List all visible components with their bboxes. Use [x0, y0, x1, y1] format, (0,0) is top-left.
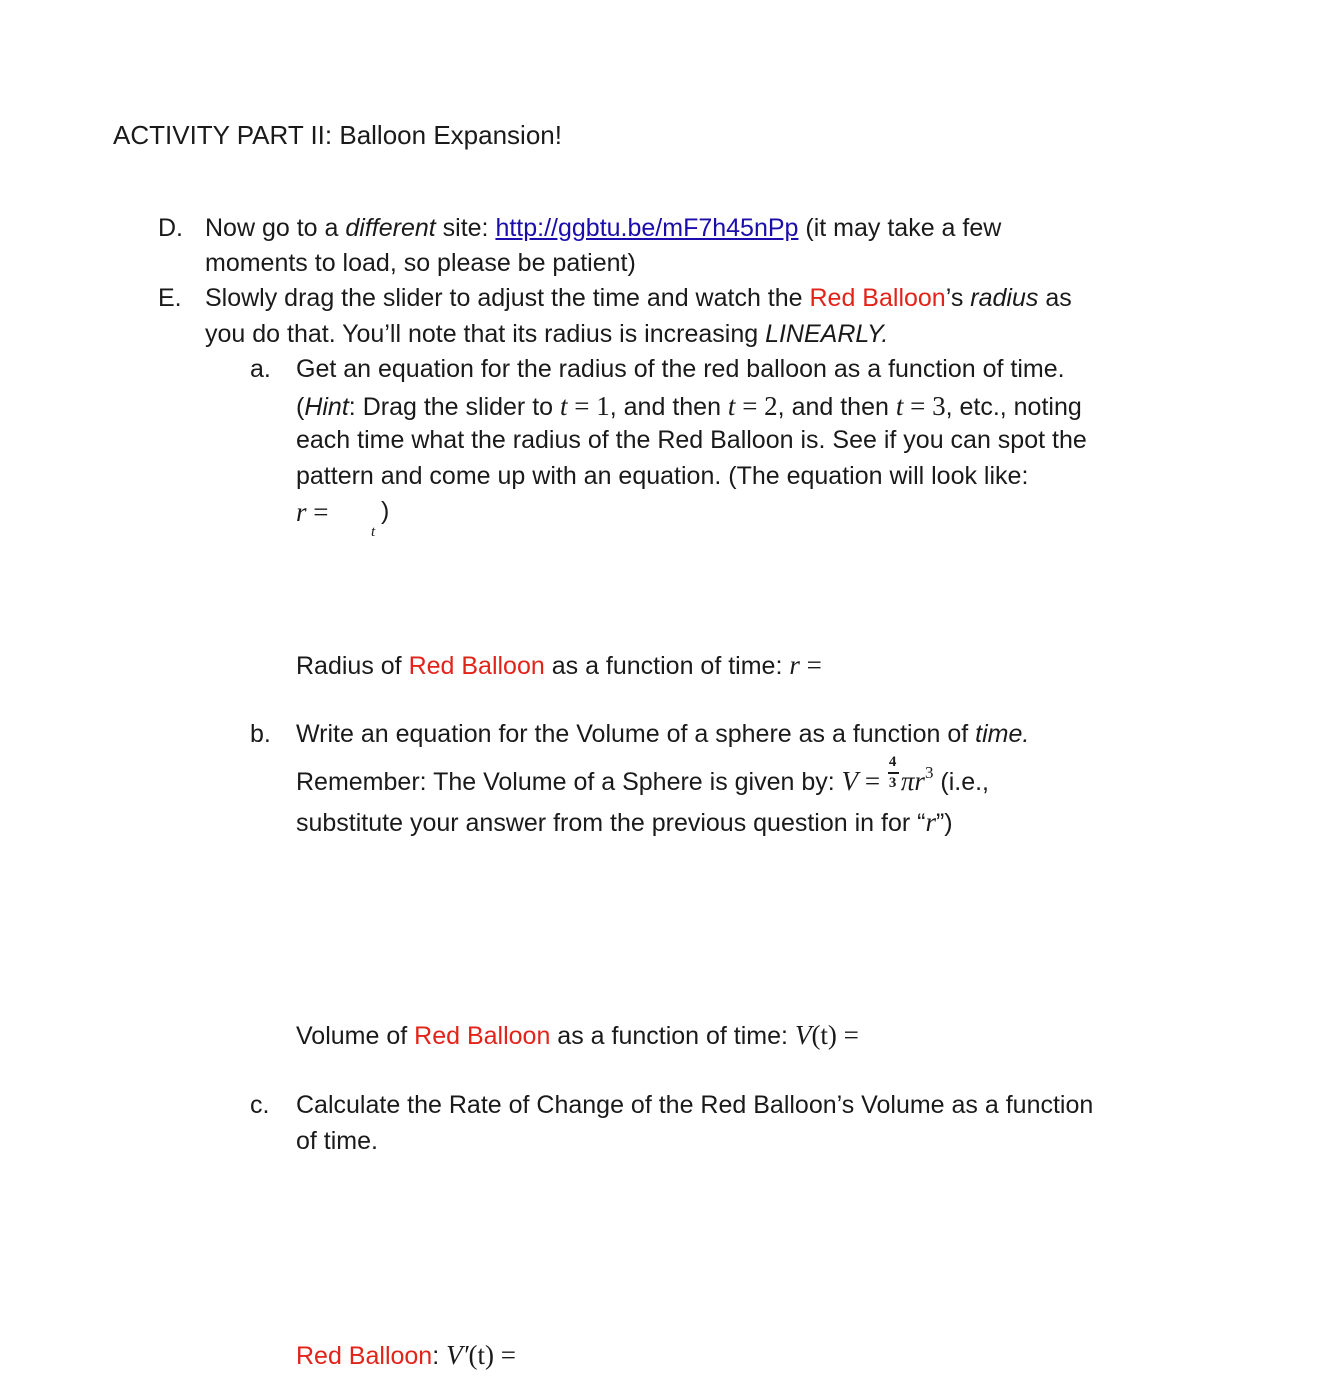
- answer-text-b: as a function of time:: [550, 1022, 795, 1050]
- equation-template: [296, 497, 329, 528]
- red-balloon-label: Red Balloon: [414, 1022, 551, 1050]
- math-eq: =: [306, 497, 329, 527]
- item-e-line2: [205, 320, 888, 349]
- math-eq: =: [858, 766, 887, 796]
- subitem-b-text-c: (i.e.,: [933, 768, 990, 796]
- math-t: t: [727, 391, 736, 421]
- math-t: t: [895, 391, 904, 421]
- math-r: r: [914, 766, 925, 796]
- subitem-marker-a: a.: [250, 355, 271, 383]
- answer-text-b: as a function of time:: [544, 652, 790, 680]
- item-d-text-b: site:: [435, 214, 496, 242]
- subitem-b-line2: [296, 754, 990, 797]
- math-pi: π: [900, 766, 915, 796]
- item-e-emphasis: radius: [970, 284, 1039, 312]
- math-v-prime: V′: [446, 1340, 469, 1370]
- item-marker-e: E.: [158, 284, 182, 312]
- equation-paren: ): [381, 497, 390, 525]
- red-balloon-label: Red Balloon: [809, 284, 946, 312]
- item-e-text: Slowly drag the slider to adjust the time and watch the: [205, 284, 810, 312]
- math-eq: = 2: [735, 391, 778, 421]
- derivative-answer-line: [296, 1340, 516, 1371]
- subitem-marker-b: b.: [250, 720, 271, 748]
- subitem-a-text-b: : Drag the slider to: [348, 393, 561, 421]
- math-eq: =: [836, 1020, 859, 1050]
- math-t-arg: (t): [468, 1340, 495, 1370]
- math-r: r: [925, 807, 936, 837]
- hint-label: Hint: [304, 393, 349, 421]
- subitem-a-line1: Get an equation for the radius of the red balloon as a function of time.: [296, 355, 1065, 383]
- item-d-text: Now go to a: [205, 214, 346, 242]
- subitem-c-line1: Calculate the Rate of Change of the Red Balloon’s Volume as a function: [296, 1091, 1094, 1119]
- subitem-marker-c: c.: [250, 1091, 270, 1119]
- math-t: t: [560, 391, 568, 421]
- fraction-denominator: 3: [888, 775, 897, 791]
- volume-answer-line: [296, 1020, 859, 1051]
- math-eq: =: [494, 1340, 516, 1370]
- math-r: r: [296, 497, 307, 527]
- item-e-linearly: LINEARLY.: [765, 320, 889, 348]
- math-v: V: [841, 766, 859, 796]
- math-t-arg: (t): [811, 1020, 837, 1050]
- subitem-b-line3: [296, 807, 953, 838]
- item-d-line1: [205, 214, 1001, 243]
- item-e-text-c: as: [1038, 284, 1072, 312]
- subitem-a-line3: each time what the radius of the Red Balloon is. See if you can spot the: [296, 426, 1087, 454]
- item-d-line2: moments to load, so please be patient): [205, 249, 636, 277]
- answer-text: Radius of: [296, 652, 409, 680]
- subitem-b-text-e: ”): [935, 809, 953, 837]
- radius-answer-line: [296, 650, 822, 681]
- red-balloon-label: Red Balloon: [296, 1342, 433, 1370]
- answer-colon: :: [432, 1342, 447, 1370]
- subitem-a-text-c: , and then: [609, 393, 728, 421]
- math-eq: = 3: [903, 391, 946, 421]
- subitem-a-text-e: , etc., noting: [945, 393, 1082, 421]
- red-balloon-label: Red Balloon: [408, 652, 545, 680]
- item-e-text-d: you do that. You’ll note that its radius is increasing: [205, 320, 766, 348]
- answer-text: Volume of: [296, 1022, 415, 1050]
- subitem-b-text-d: substitute your answer from the previous question in for “: [296, 809, 926, 837]
- item-e-line1: [205, 284, 1072, 313]
- fraction-bar: [888, 772, 899, 774]
- equation-t-subscript: t: [371, 524, 376, 540]
- subitem-b-text: Write an equation for the Volume of a sphere as a function of: [296, 720, 976, 748]
- subitem-a-text-d: , and then: [777, 393, 896, 421]
- fraction-four-thirds: [887, 754, 901, 794]
- math-eq: =: [799, 650, 822, 680]
- fraction-numerator: 4: [888, 754, 897, 770]
- math-eq: = 1: [567, 391, 610, 421]
- item-e-text-b: ’s: [945, 284, 971, 312]
- subitem-a-line2: [296, 391, 1082, 422]
- subitem-a-line4: pattern and come up with an equation. (The equation will look like:: [296, 462, 1029, 490]
- item-d-emphasis: different: [345, 214, 436, 242]
- math-r: r: [789, 650, 800, 680]
- math-exponent: 3: [924, 763, 934, 782]
- subitem-c-line2: of time.: [296, 1127, 378, 1155]
- ggbtu-link[interactable]: http://ggbtu.be/mF7h45nPp: [495, 214, 799, 242]
- subitem-a-text: (: [296, 393, 305, 421]
- subitem-b-line1: [296, 720, 1029, 749]
- item-d-text-c: (it may take a few: [798, 214, 1002, 242]
- subitem-b-text-b: Remember: The Volume of a Sphere is given by:: [296, 768, 842, 796]
- math-v: V: [794, 1020, 812, 1050]
- time-emphasis: time.: [975, 720, 1030, 748]
- item-marker-d: D.: [158, 214, 183, 242]
- page-title: ACTIVITY PART II: Balloon Expansion!: [113, 120, 562, 150]
